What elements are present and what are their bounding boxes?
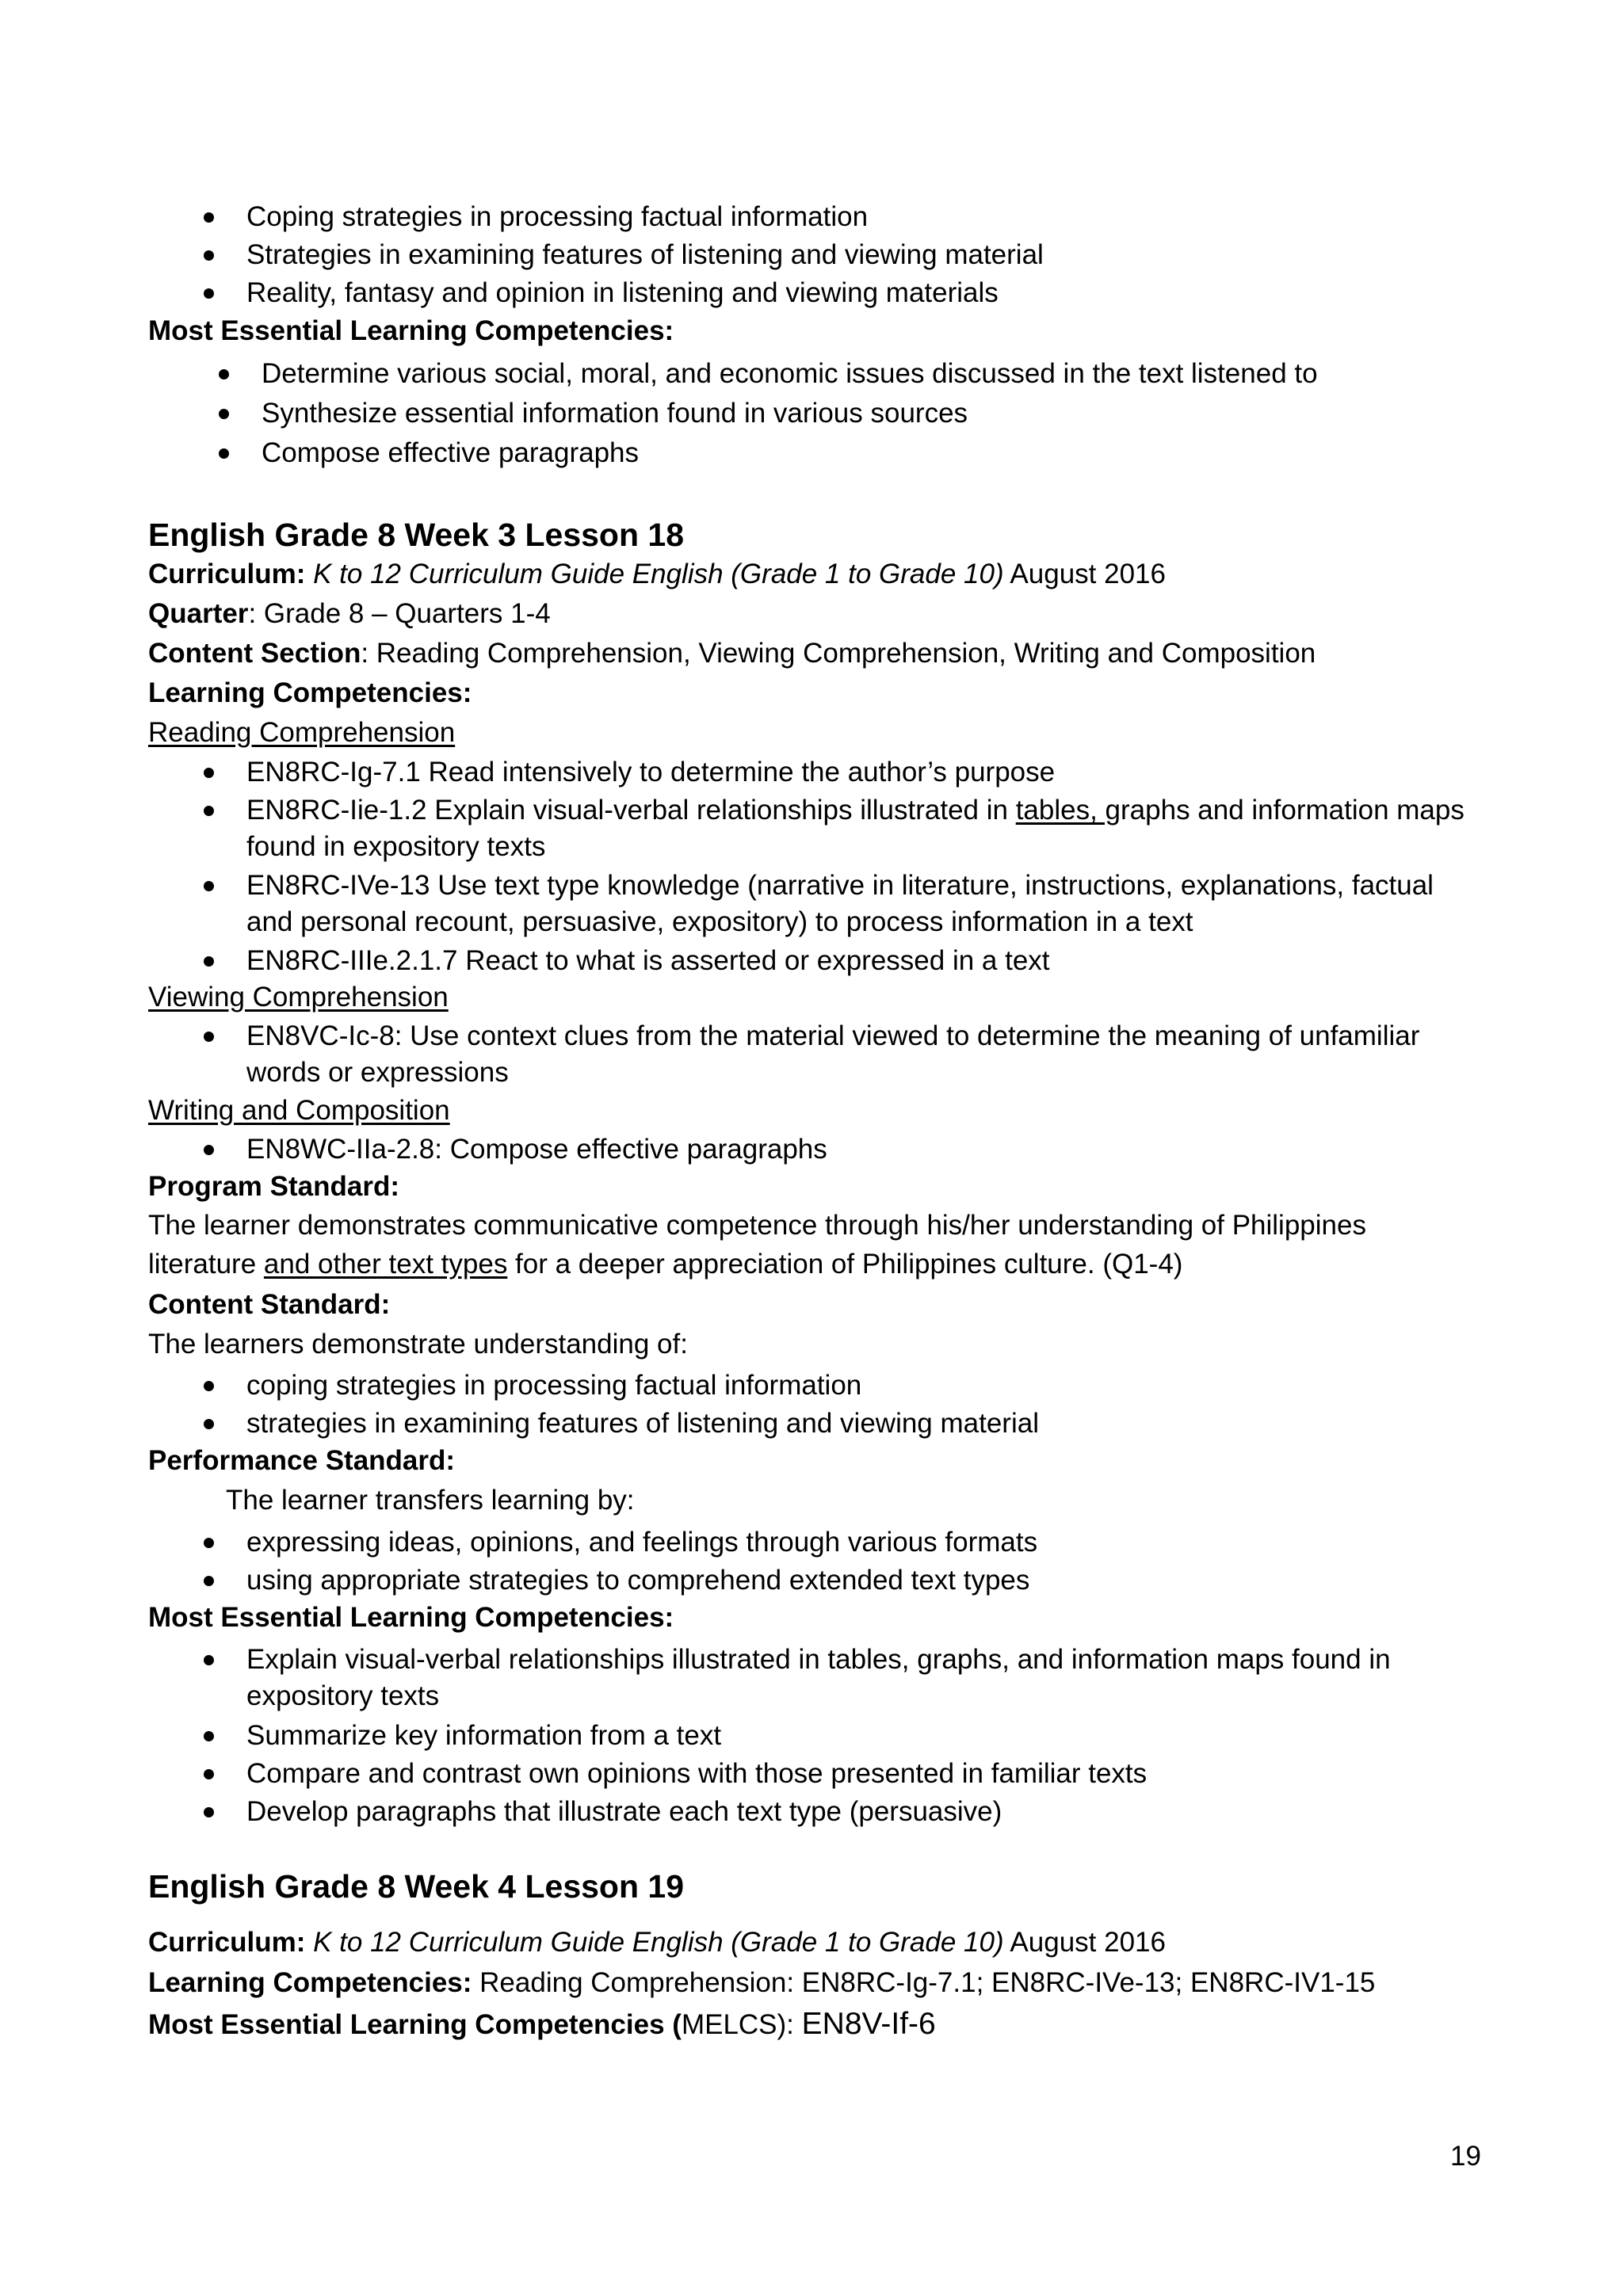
program-standard-text: The learner demonstrates communicative competence through his/her understanding of Philippines (148, 1210, 1366, 1241)
bullet (219, 369, 229, 379)
melcs-line (148, 2007, 936, 2042)
reading-item (246, 793, 1465, 828)
melc-label: Most Essential Learning Competencies: (148, 315, 674, 346)
writing-item: EN8WC-IIa-2.8: Compose effective paragraphs (246, 1134, 827, 1165)
melc-item: Develop paragraphs that illustrate each text type (persuasive) (246, 1796, 1002, 1827)
curriculum-date: August 2016 (1010, 559, 1166, 589)
reading-item-text: EN8RC-Iie-1.2 Explain visual-verbal relationships illustrated in (246, 795, 1016, 826)
page-number: 19 (1450, 2141, 1481, 2172)
reading-item-text: raphs and information maps (1121, 795, 1465, 826)
bullet (204, 1381, 214, 1391)
bullet (204, 1145, 214, 1155)
performance-standard-label: Performance Standard: (148, 1445, 456, 1476)
bullet (204, 1576, 214, 1586)
bullet (204, 1538, 214, 1548)
curriculum-label: Curriculum: (148, 1927, 306, 1958)
content-section-line (148, 636, 1316, 671)
performance-standard-intro: The learner transfers learning by: (226, 1485, 635, 1516)
content-standard-label: Content Standard: (148, 1289, 391, 1320)
performance-item: expressing ideas, opinions, and feelings through various formats (246, 1527, 1038, 1558)
topic-item: Coping strategies in processing factual information (246, 201, 869, 232)
melc-item-cont: expository texts (246, 1680, 440, 1711)
bullet (204, 1032, 214, 1042)
curriculum-date: August 2016 (1010, 1927, 1166, 1958)
writing-composition-label: Writing and Composition (148, 1095, 450, 1126)
learning-competencies-value: Reading Comprehension: EN8RC-Ig-7.1; EN8RC-IVe-13; EN8RC-IV1-15 (479, 1967, 1376, 1998)
program-text: literature (148, 1249, 264, 1280)
quarter-line (148, 597, 551, 631)
curriculum-line (148, 1925, 1166, 1960)
bullet (204, 250, 214, 261)
quarter-value: : Grade 8 – Quarters 1-4 (248, 598, 551, 629)
bullet (204, 806, 214, 816)
bullet (219, 409, 229, 419)
reading-item: EN8RC-Ig-7.1 Read intensively to determine the author’s purpose (246, 757, 1056, 788)
curriculum-title: K to 12 Curriculum Guide English (Grade 1 to Grade 10) (313, 1927, 1004, 1958)
bullet (204, 881, 214, 891)
bullet (219, 448, 229, 459)
curriculum-line (148, 557, 1166, 592)
learning-competencies-label: Learning Competencies: (148, 677, 472, 708)
content-standard-item: strategies in examining features of listening and viewing material (246, 1408, 1039, 1439)
bullet (204, 1419, 214, 1429)
bullet (204, 288, 214, 299)
melcs-paren: MELCS): (681, 2009, 802, 2040)
reading-item-underlined: tables, g (1015, 795, 1121, 826)
bullet (204, 1807, 214, 1817)
bullet (204, 1769, 214, 1779)
lesson-heading: English Grade 8 Week 4 Lesson 19 (148, 1868, 685, 1905)
content-section-label: Content Section (148, 638, 361, 669)
melc-label: Most Essential Learning Competencies: (148, 1602, 674, 1633)
reading-comprehension-label: Reading Comprehension (148, 717, 456, 748)
bullet (204, 768, 214, 778)
bullet (204, 212, 214, 223)
lesson-heading: English Grade 8 Week 3 Lesson 18 (148, 517, 685, 553)
learning-competencies-line (148, 1966, 1375, 2000)
reading-item: EN8RC-IVe-13 Use text type knowledge (narrative in literature, instructions, explanations, factual (246, 870, 1434, 901)
program-text-underlined: and other text types (263, 1249, 508, 1280)
melc-item: Compare and contrast own opinions with those presented in familiar texts (246, 1758, 1148, 1789)
melc-item: Summarize key information from a text (246, 1720, 722, 1751)
content-section-value: : Reading Comprehension, Viewing Comprehension, Writing and Composition (361, 638, 1316, 669)
melc-item: Explain visual-verbal relationships illustrated in tables, graphs, and information maps found in (246, 1644, 1391, 1675)
curriculum-label: Curriculum: (148, 559, 306, 589)
viewing-item: EN8VC-Ic-8: Use context clues from the material viewed to determine the meaning of unfamiliar (246, 1020, 1420, 1051)
bullet (204, 956, 214, 967)
melcs-label: Most Essential Learning Competencies ( (148, 2009, 682, 2040)
reading-item-cont: found in expository texts (246, 831, 546, 862)
program-text: for a deeper appreciation of Philippines culture. (Q1-4) (507, 1249, 1183, 1280)
performance-item: using appropriate strategies to comprehend extended text types (246, 1565, 1030, 1596)
quarter-label: Quarter (148, 598, 249, 629)
melcs-code: EN8V-If-6 (801, 2007, 936, 2041)
melc-item: Determine various social, moral, and economic issues discussed in the text listened to (262, 358, 1318, 389)
content-standard-intro: The learners demonstrate understanding of: (148, 1329, 688, 1360)
learning-competencies-label: Learning Competencies: (148, 1967, 472, 1998)
bullet (204, 1655, 214, 1665)
reading-item: EN8RC-IIIe.2.1.7 React to what is asserted or expressed in a text (246, 945, 1050, 976)
bullet (204, 1731, 214, 1741)
melc-item: Compose effective paragraphs (262, 437, 640, 468)
program-standard-label: Program Standard: (148, 1171, 399, 1202)
viewing-item-cont: words or expressions (246, 1057, 509, 1088)
topic-item: Strategies in examining features of listening and viewing material (246, 239, 1044, 270)
viewing-comprehension-label: Viewing Comprehension (148, 982, 449, 1013)
program-standard-text (148, 1247, 1182, 1282)
topic-item: Reality, fantasy and opinion in listening and viewing materials (246, 277, 999, 308)
content-standard-item: coping strategies in processing factual information (246, 1370, 862, 1401)
reading-item-cont: and personal recount, persuasive, expository) to process information in a text (246, 906, 1193, 937)
curriculum-title: K to 12 Curriculum Guide English (Grade 1 to Grade 10) (313, 559, 1004, 589)
melc-item: Synthesize essential information found in various sources (262, 398, 968, 429)
